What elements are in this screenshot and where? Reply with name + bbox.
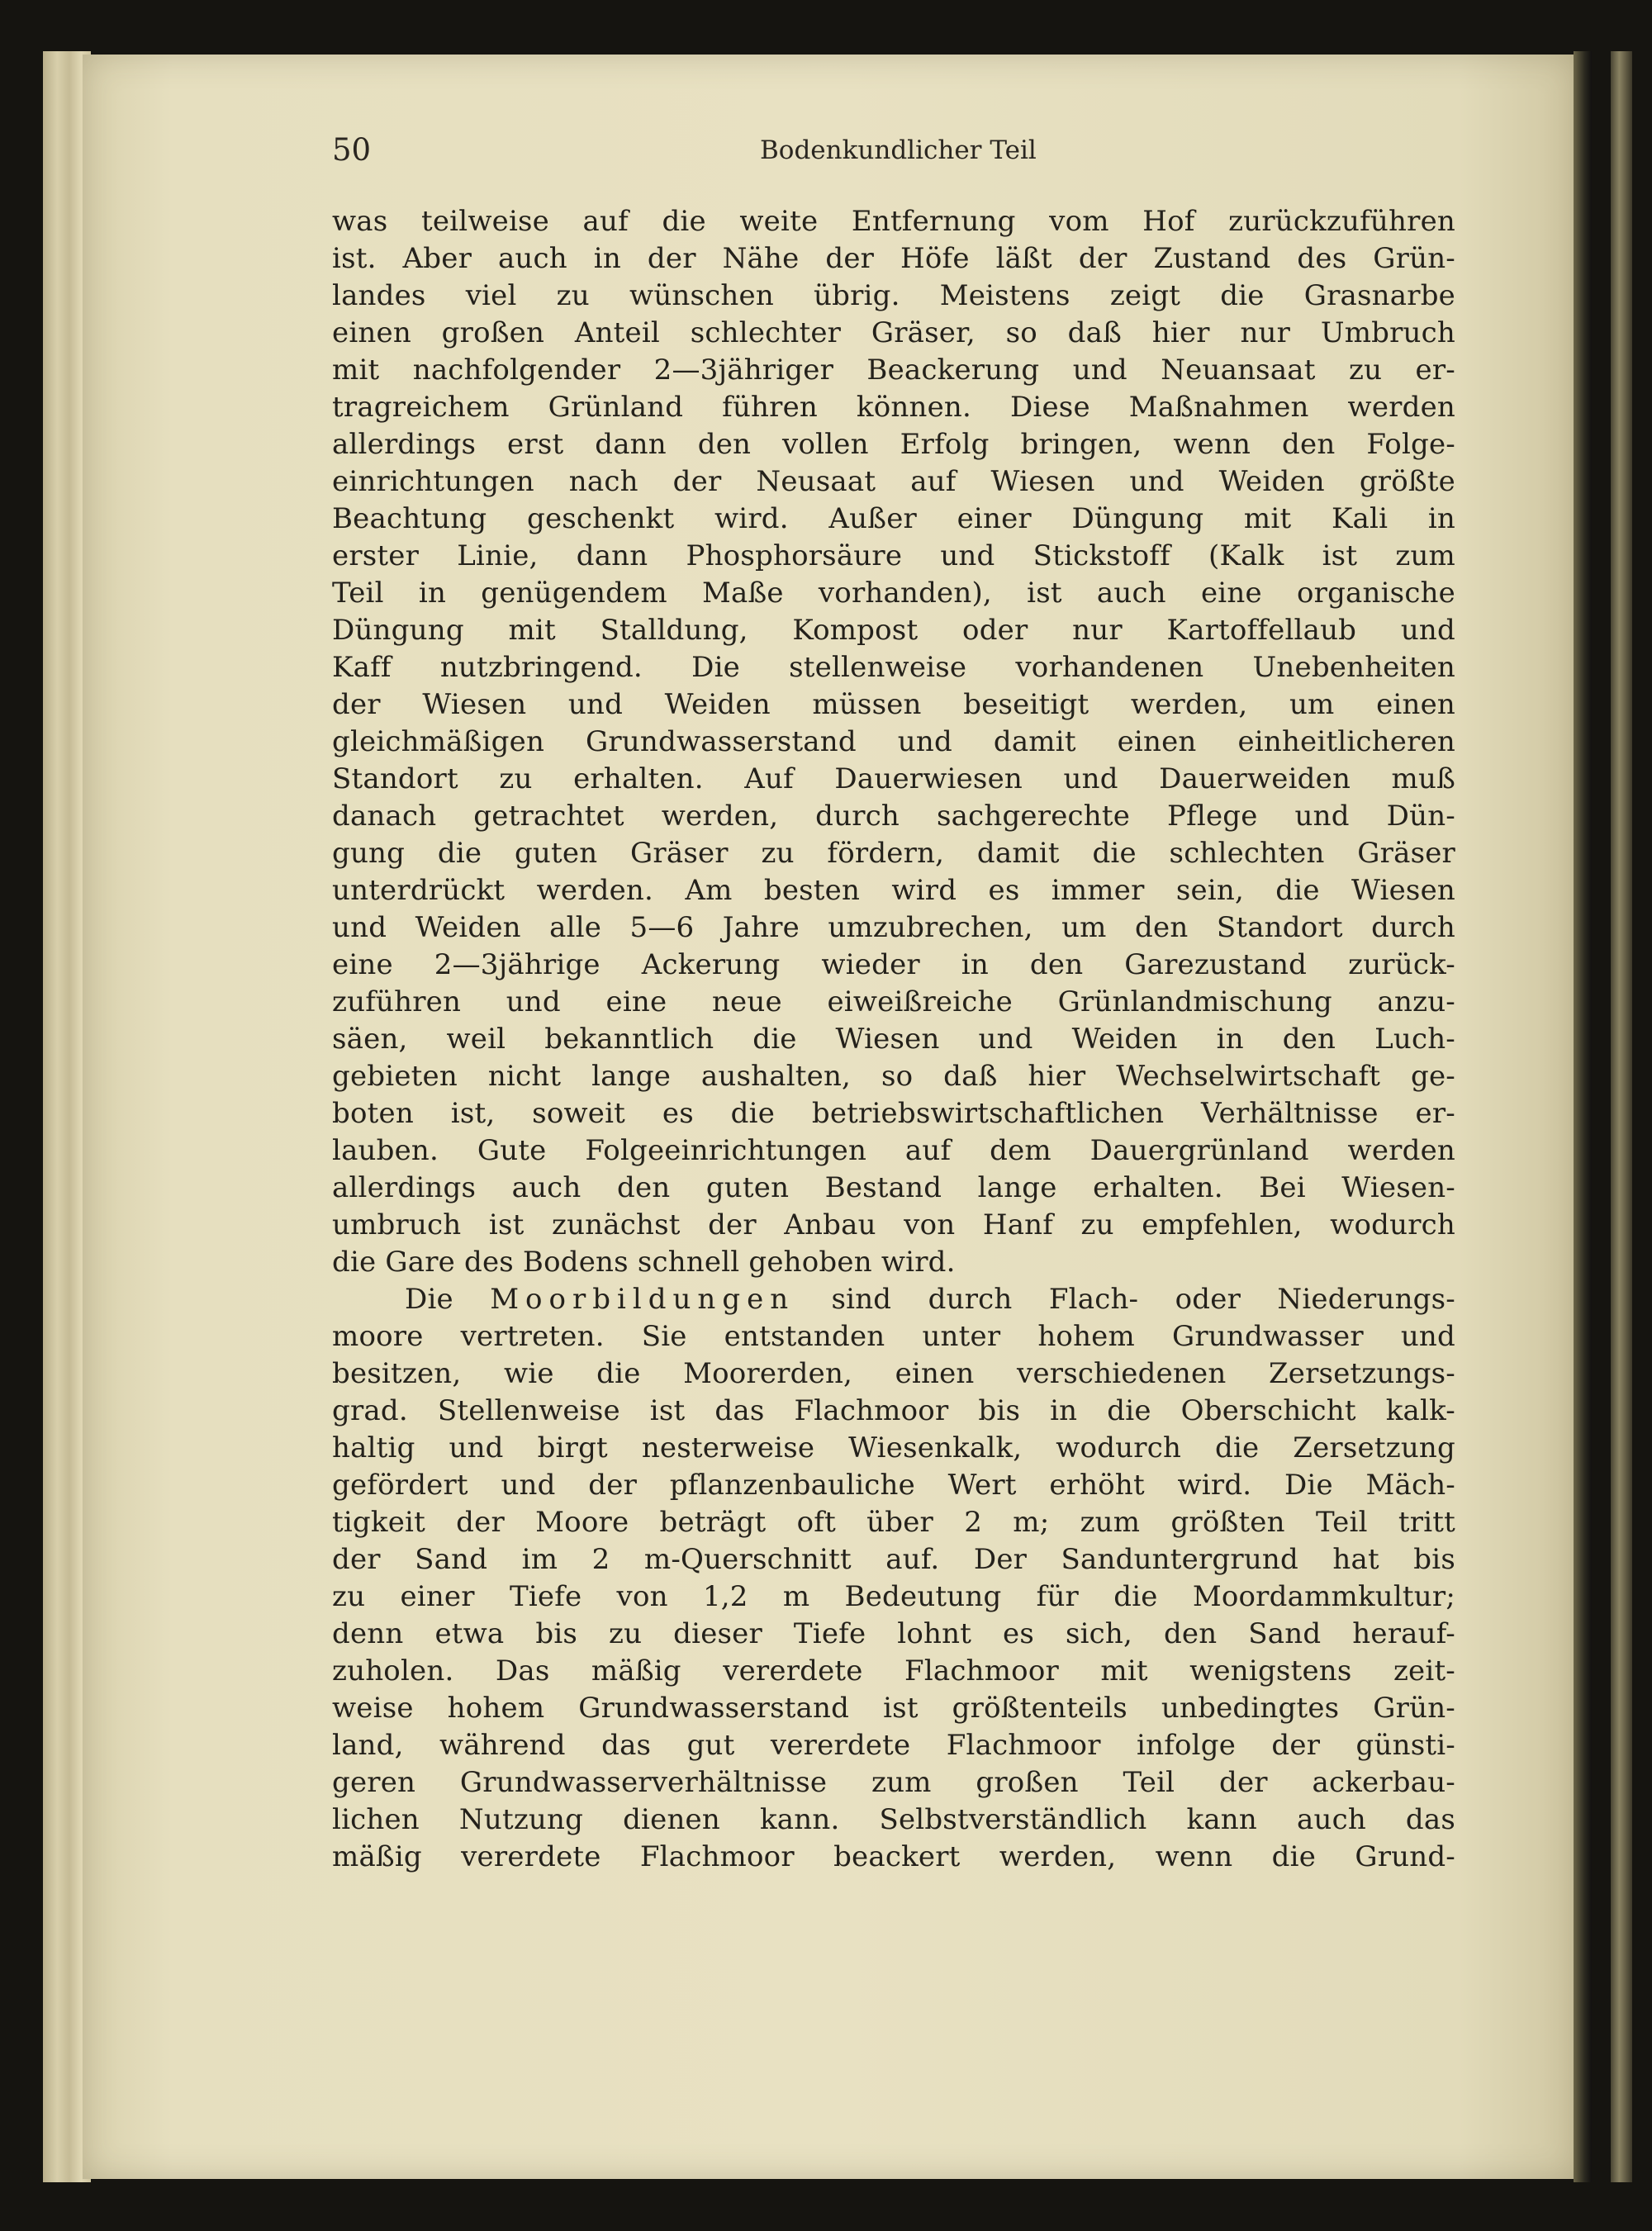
text-line: mit nachfolgender 2—3jähriger Beackerung und Neuansaat zu er- xyxy=(332,354,1455,387)
book-gutter xyxy=(1574,51,1592,2182)
running-head: Bodenkundlicher Teil xyxy=(760,135,1037,165)
text-line: der Sand im 2 m-Querschnitt auf. Der Sanduntergrund hat bis xyxy=(332,1543,1455,1576)
paragraph-first-line xyxy=(332,1281,1455,1318)
text-line: Teil in genügendem Maße vorhanden), ist auch eine organische xyxy=(332,577,1455,610)
text-line: lichen Nutzung dienen kann. Selbstverständlich kann auch das xyxy=(332,1803,1455,1836)
text-line: und Weiden alle 5—6 Jahre umzubrechen, um den Standort durch xyxy=(332,911,1455,944)
first-line-suffix: sind durch Flach- oder Niederungs- xyxy=(795,1283,1455,1316)
paragraph-2 xyxy=(332,1281,1455,1876)
text-line: eine 2—3jährige Ackerung wieder in den Garezustand zurück- xyxy=(332,948,1455,981)
page-header xyxy=(332,132,1455,182)
text-line: einen großen Anteil schlechter Gräser, so daß hier nur Umbruch xyxy=(332,316,1455,349)
text-line: säen, weil bekanntlich die Wiesen und Weiden in den Luch- xyxy=(332,1023,1455,1056)
text-line: boten ist, soweit es die betriebswirtschaftlichen Verhältnisse er- xyxy=(332,1097,1455,1130)
text-line: land, während das gut vererdete Flachmoor infolge der günsti- xyxy=(332,1729,1455,1762)
text-line: erster Linie, dann Phosphorsäure und Stickstoff (Kalk ist zum xyxy=(332,539,1455,572)
text-line: lauben. Gute Folgeeinrichtungen auf dem Dauergrünland werden xyxy=(332,1134,1455,1167)
text-line: einrichtungen nach der Neusaat auf Wiesen und Weiden größte xyxy=(332,465,1455,498)
text-line: denn etwa bis zu dieser Tiefe lohnt es sich, den Sand herauf- xyxy=(332,1617,1455,1650)
text-line: gefördert und der pflanzenbauliche Wert erhöht wird. Die Mäch- xyxy=(332,1469,1455,1502)
paragraph-1 xyxy=(332,203,1455,1281)
text-line: grad. Stellenweise ist das Flachmoor bis in die Oberschicht kalk- xyxy=(332,1394,1455,1427)
text-line: tigkeit der Moore beträgt oft über 2 m; zum größten Teil tritt xyxy=(332,1506,1455,1539)
text-line: Standort zu erhalten. Auf Dauerwiesen und Dauerweiden muß xyxy=(332,762,1455,795)
body-text xyxy=(332,203,1455,1876)
text-line: Düngung mit Stalldung, Kompost oder nur Kartoffellaub und xyxy=(332,614,1455,647)
facing-page-edge xyxy=(1611,51,1632,2182)
text-line: unterdrückt werden. Am besten wird es immer sein, die Wiesen xyxy=(332,874,1455,907)
text-line: umbruch ist zunächst der Anbau von Hanf zu empfehlen, wodurch xyxy=(332,1208,1455,1241)
text-line: zuholen. Das mäßig vererdete Flachmoor mit wenigstens zeit- xyxy=(332,1654,1455,1687)
text-line: allerdings erst dann den vollen Erfolg bringen, wenn den Folge- xyxy=(332,428,1455,461)
page-number: 50 xyxy=(332,132,372,168)
text-line: ist. Aber auch in der Nähe der Höfe läßt der Zustand des Grün- xyxy=(332,242,1455,275)
text-line: moore vertreten. Sie entstanden unter hohem Grundwasser und xyxy=(332,1320,1455,1353)
text-line: zuführen und eine neue eiweißreiche Grünlandmischung anzu- xyxy=(332,985,1455,1018)
text-line: gleichmäßigen Grundwasserstand und damit einen einheitlicheren xyxy=(332,725,1455,758)
emphasized-term: Moorbildungen xyxy=(490,1283,795,1316)
text-line: landes viel zu wünschen übrig. Meistens zeigt die Grasnarbe xyxy=(332,279,1455,312)
text-line: die Gare des Bodens schnell gehoben wird. xyxy=(332,1246,956,1279)
text-line: weise hohem Grundwasserstand ist größtenteils unbedingtes Grün- xyxy=(332,1692,1455,1725)
text-line: Kaff nutzbringend. Die stellenweise vorhandenen Unebenheiten xyxy=(332,651,1455,684)
text-line: allerdings auch den guten Bestand lange erhalten. Bei Wiesen- xyxy=(332,1171,1455,1204)
text-line: mäßig vererdete Flachmoor beackert werden, wenn die Grund- xyxy=(332,1840,1455,1873)
text-line: geren Grundwasserverhältnisse zum großen Teil der ackerbau- xyxy=(332,1766,1455,1799)
text-line: haltig und birgt nesterweise Wiesenkalk, wodurch die Zersetzung xyxy=(332,1431,1455,1464)
first-line-prefix: Die xyxy=(405,1283,491,1316)
text-line: besitzen, wie die Moorerden, einen verschiedenen Zersetzungs- xyxy=(332,1357,1455,1390)
text-line: der Wiesen und Weiden müssen beseitigt werden, um einen xyxy=(332,688,1455,721)
text-line: danach getrachtet werden, durch sachgerechte Pflege und Dün- xyxy=(332,800,1455,833)
text-line: gebieten nicht lange aushalten, so daß hier Wechselwirtschaft ge- xyxy=(332,1060,1455,1093)
text-line: zu einer Tiefe von 1,2 m Bedeutung für die Moordammkultur; xyxy=(332,1580,1455,1613)
text-line: gung die guten Gräser zu fördern, damit die schlechten Gräser xyxy=(332,837,1455,870)
text-line: tragreichem Grünland führen können. Diese Maßnahmen werden xyxy=(332,391,1455,424)
text-line: Beachtung geschenkt wird. Außer einer Düngung mit Kali in xyxy=(332,502,1455,535)
text-line: was teilweise auf die weite Entfernung vom Hof zurückzuführen xyxy=(332,205,1455,238)
